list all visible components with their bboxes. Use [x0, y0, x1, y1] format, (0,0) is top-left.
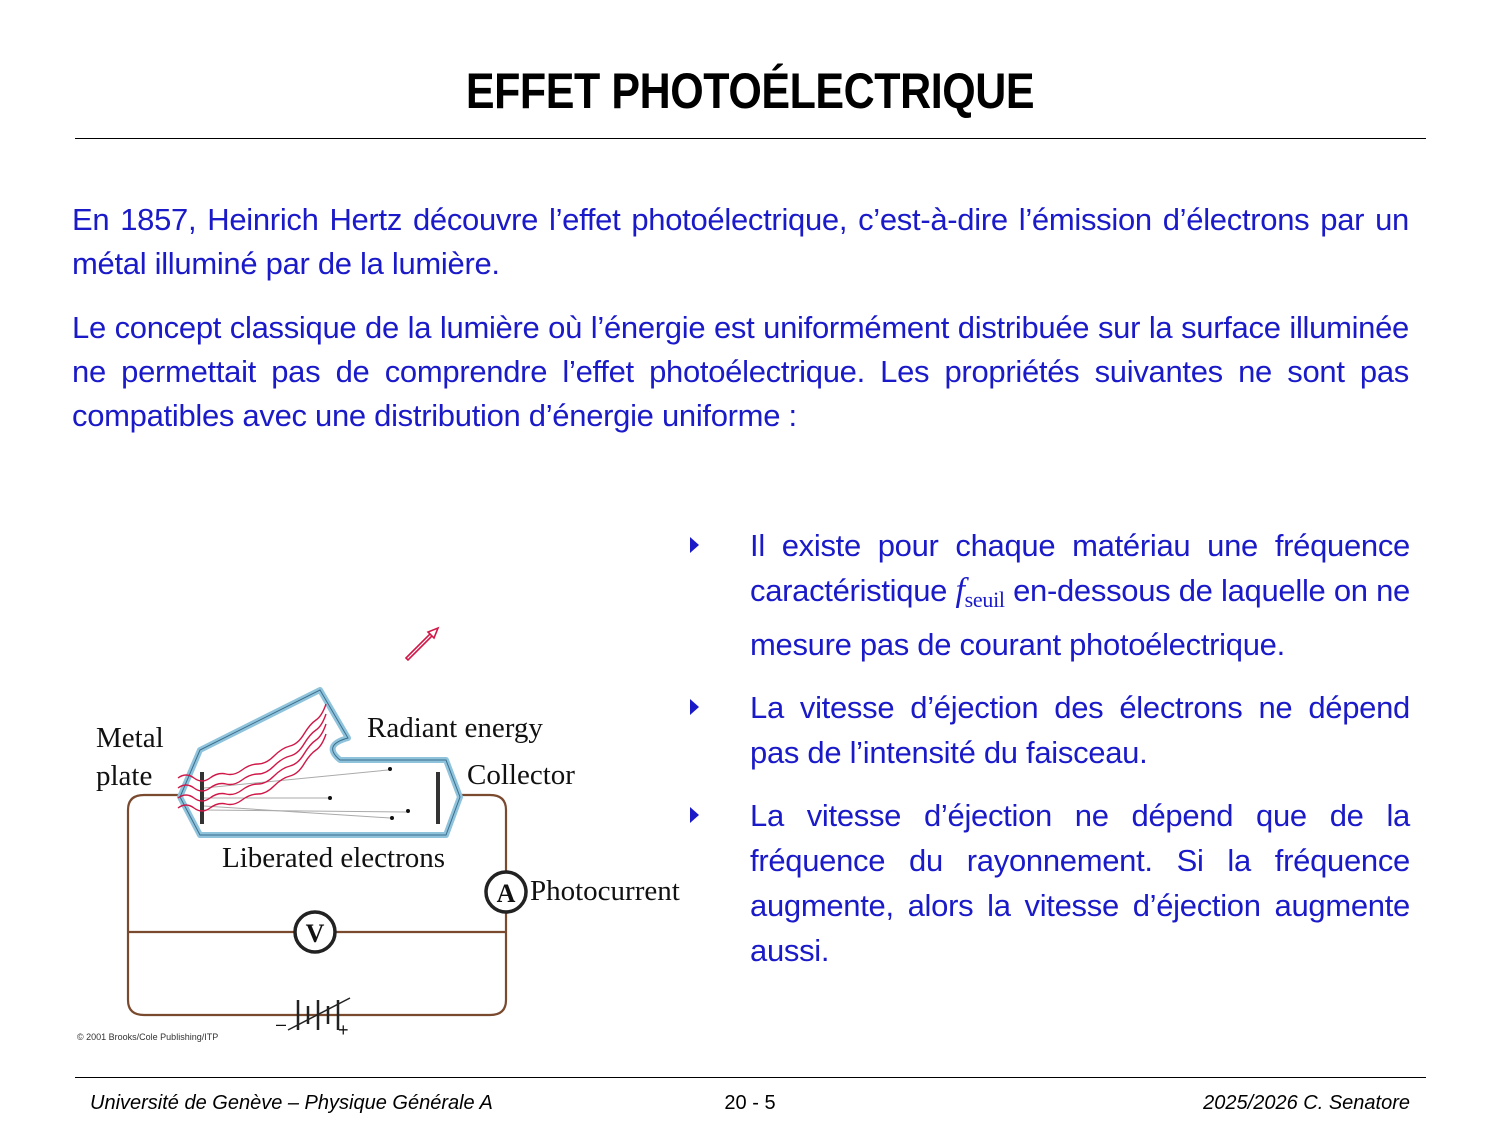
- triangle-bullet-icon: [690, 699, 699, 715]
- page-number: 20 - 5: [724, 1092, 776, 1114]
- f-variable: f: [955, 572, 965, 609]
- battery-plus: +: [338, 1020, 349, 1040]
- list-item: Il existe pour chaque matériau une fréquence caractéristique fseuil en-dessous de laquelle on ne mesure pas de courant photoélectrique.: [690, 523, 1410, 667]
- footer-course: Université de Genève – Physique Générale A: [90, 1092, 493, 1114]
- radiation-arrow-icon: [406, 628, 438, 660]
- f-subscript: seuil: [964, 587, 1005, 612]
- footer-divider: [75, 1077, 1426, 1078]
- label-photocurrent: Photocurrent: [530, 875, 680, 907]
- title-divider: [75, 138, 1426, 139]
- label-metal: Metal: [96, 722, 164, 754]
- ammeter-label: A: [496, 879, 516, 908]
- concept-paragraph: Le concept classique de la lumière où l’énergie est uniformément distribuée sur la surface illuminée ne permettait pas de comprendre l’effet photoélectrique. Les propriétés suivantes ne sont pas compatibles avec une distribution d’énergie uniforme :: [72, 310, 1409, 433]
- label-plate: plate: [96, 760, 153, 792]
- label-liberated-electrons: Liberated electrons: [222, 842, 446, 874]
- label-collector: Collector: [467, 759, 575, 791]
- triangle-bullet-icon: [690, 807, 699, 823]
- label-radiant-energy: Radiant energy: [367, 712, 543, 744]
- collector-plate: [436, 772, 440, 824]
- property-list: [690, 523, 1410, 991]
- list-item: La vitesse d’éjection des électrons ne dépend pas de l’intensité du faisceau.: [690, 685, 1410, 775]
- slide-title: EFFET PHOTOÉLECTRIQUE: [465, 63, 1035, 119]
- figure-copyright: © 2001 Brooks/Cole Publishing/ITP: [77, 1032, 219, 1042]
- intro-paragraph: En 1857, Heinrich Hertz découvre l’effet photoélectrique, c’est-à-dire l’émission d’électrons par un métal illuminé par de la lumière.: [72, 202, 1409, 281]
- battery-minus: –: [276, 1014, 287, 1034]
- voltmeter-label: V: [305, 919, 325, 948]
- triangle-bullet-icon: [690, 537, 699, 553]
- metal-plate: [200, 772, 204, 824]
- list-item: La vitesse d’éjection ne dépend que de la fréquence du rayonnement. Si la fréquence augmente, alors la vitesse d’éjection augmente aussi.: [690, 793, 1410, 973]
- photoelectric-diagram: [70, 620, 710, 1050]
- footer-author: 2025/2026 C. Senatore: [1203, 1092, 1410, 1114]
